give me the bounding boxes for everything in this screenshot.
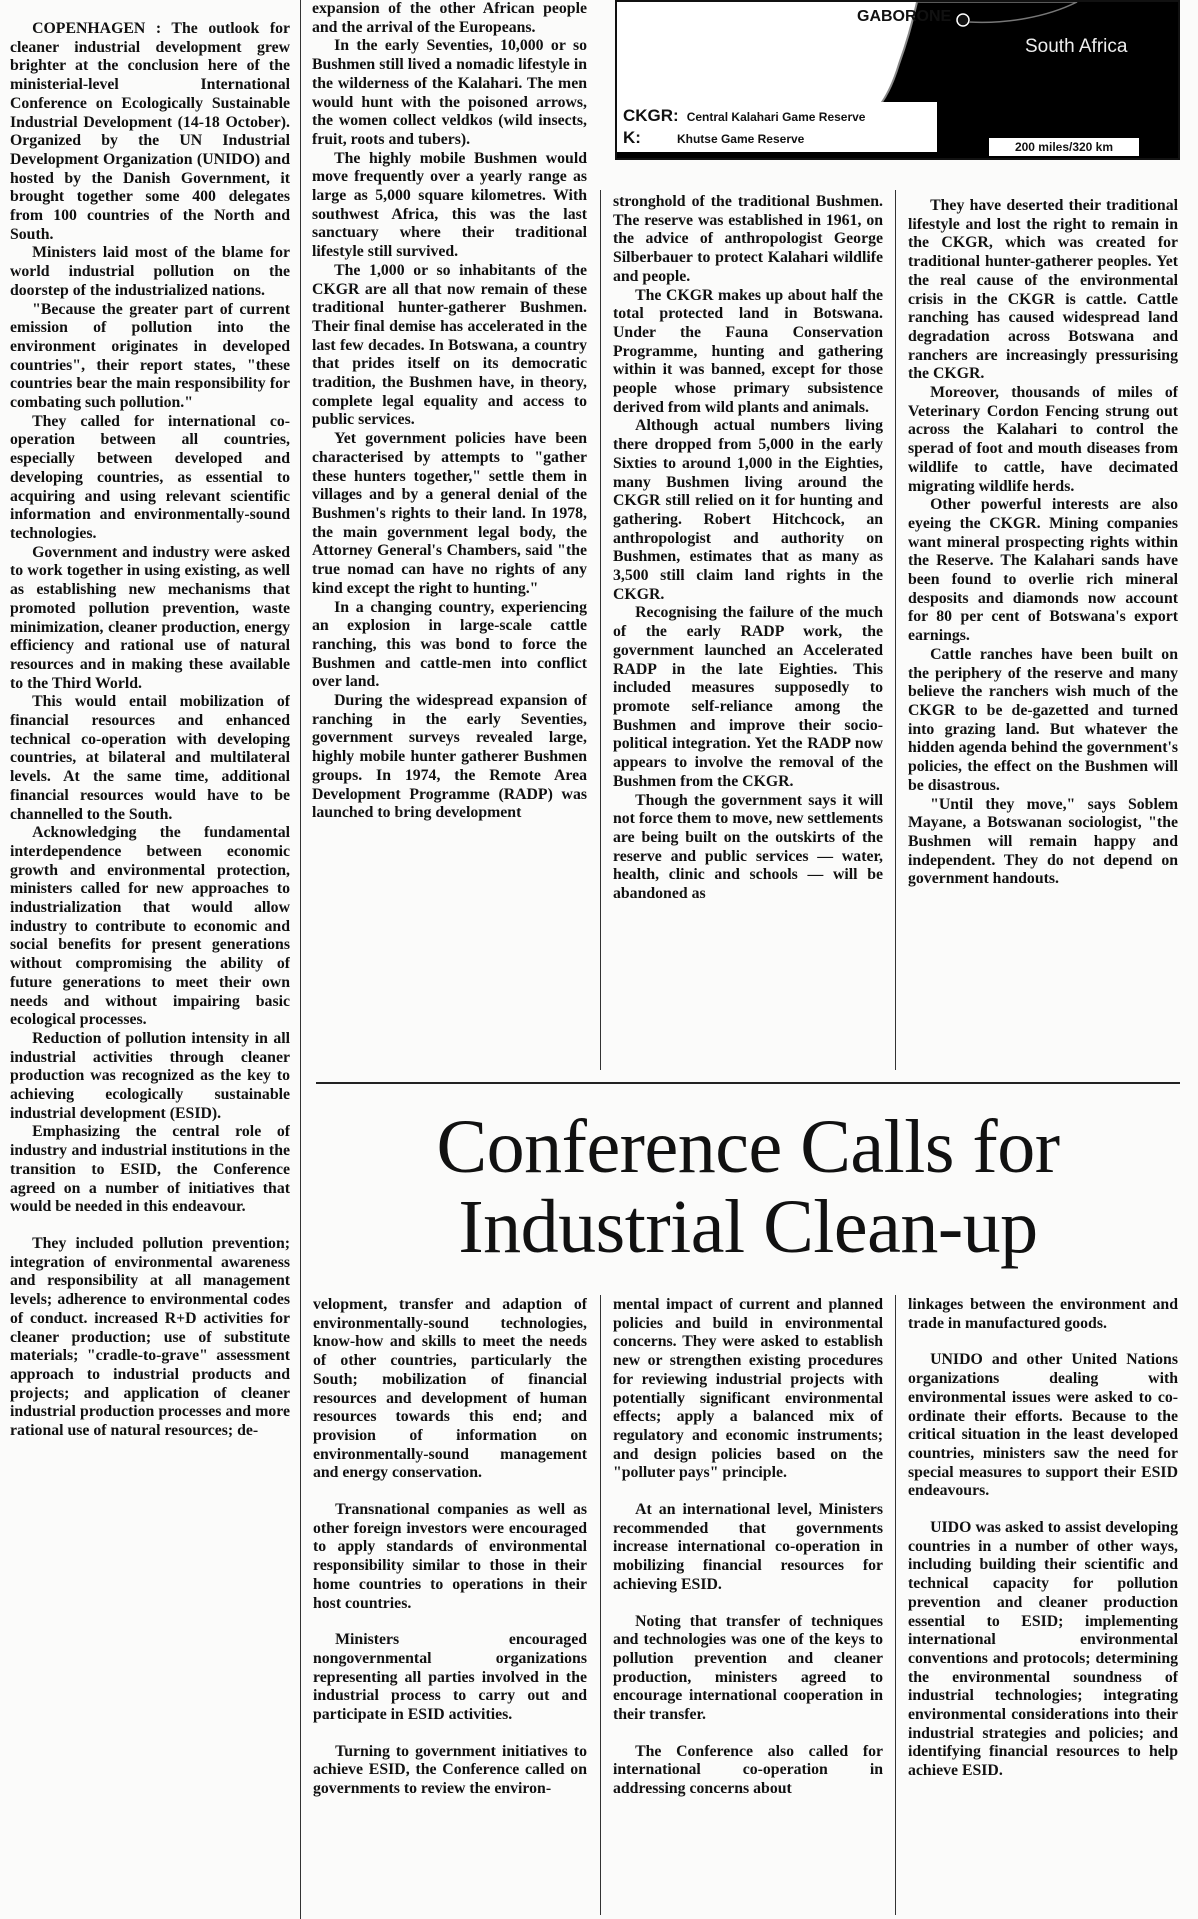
article-paragraph: Recognising the failure of the much of the early RADP work, the government launched an Accelerated RADP in the late Eighties. This included measures supposedly to promote self-reliance among the Bushmen and improve their socio-political integration. Yet the RADP now appears to involve the removal of the Bushmen from the CKGR.	[613, 604, 883, 790]
article-paragraph: Reduction of pollution intensity in all industrial activities through cleaner production was recognized as the key to achieving ecologically sustainable industrial development (ESID).	[10, 1029, 290, 1122]
article-paragraph: This would entail mobilization of financial resources and enhanced technical co-operation with developing countries, at bilateral and multilateral levels. At the same time, additional financial resources would have to be channelled to the South.	[10, 693, 290, 823]
bushmen-column-2	[613, 193, 883, 1070]
article-paragraph: velopment, transfer and adaption of environmentally-sound technologies, know-how and skills to meet the needs of other countries, particularly the South; mobilization of financial resources and development of human resources towards this end; and provision of information on environmentally-sound management and energy conservation.	[313, 1296, 587, 1482]
map-country-label: South Africa	[1025, 36, 1128, 57]
article-paragraph: Cattle ranches have been built on the periphery of the reserve and many believe the ranchers wish much of the CKGR to be de-gazetted and turned into grazing land. But whatever the hidden agenda behind the government's policies, the effect on the Bushmen will be disastrous.	[908, 645, 1178, 794]
legend-row	[623, 128, 804, 148]
article-paragraph: The 1,000 or so inhabitants of the CKGR are all that now remain of these traditional hunter-gatherer Bushmen. Their final demise has accelerated in the last few decades. In Botswana, a country that prides itself on its democratic tradition, the Bushmen have, in theory, complete legal equality and access to public services.	[312, 261, 587, 429]
column-rule	[600, 1295, 601, 1915]
column-rule	[300, 0, 301, 1919]
article-paragraph: UNIDO and other United Nations organizations dealing with environmental issues were asked to co-ordinate their efforts. Because to the critical situation in the least developed countries, ministers saw the need for special measures to support their ESID endeavours.	[908, 1351, 1178, 1500]
headline-line: Industrial Clean-up	[458, 1185, 1038, 1269]
article-paragraph: Though the government says it will not force them to move, new settlements are being built on the outskirts of the reserve and public services — water, health, clinic and schools — will be abandoned as	[613, 791, 883, 903]
article-paragraph: Other powerful interests are also eyeing the CKGR. Mining companies want mineral prospecting rights within the Reserve. The Kalahari sands have been found to overlie rich mineral desposits and diamonds now account for 80 per cent of Botswana's export earnings.	[908, 496, 1178, 645]
dateline-paragraph: COPENHAGEN : The outlook for cleaner industrial development grew brighter at the conclusion here of the ministerial-level International Conference on Ecologically Sustainable Industrial Development (14-18 October). Organized by the UN Industrial Development Organization (UNIDO) and hosted by the Danish Government, it brought together some 400 delegates from 100 countries of the North and South.	[10, 20, 290, 243]
map-city-label: GABORONE	[857, 8, 952, 25]
legend-row	[623, 106, 865, 126]
bushmen-column-3	[908, 197, 1178, 1070]
article-paragraph: The CKGR makes up about half the total protected land in Botswana. Under the Fauna Conservation Programme, hunting and gathering within it was banned, except for those people whose primary subsistence derived from wild plants and animals.	[613, 286, 883, 416]
legend-value: Khutse Game Reserve	[676, 132, 805, 146]
article-paragraph: "Because the greater part of current emission of pollution into the environment originates in developed countries", their report states, "these countries bear the main responsibility for combating such pollution."	[10, 300, 290, 412]
map-scale: 200 miles/320 km	[989, 138, 1139, 156]
article-paragraph: During the widespread expansion of ranching in the early Seventies, government surveys revealed large, highly mobile hunter gatherer Bushmen groups. In 1974, the Remote Area Development Programme (RADP) was launched to bring development	[312, 692, 587, 822]
article-paragraph: Moreover, thousands of miles of Veterinary Cordon Fencing strung out across the Kalahari to control the sperad of foot and mouth diseases from wildlife to cattle, have decimated migrating wildlife herds.	[908, 384, 1178, 495]
section-rule	[316, 1082, 1180, 1084]
article-paragraph: At an international level, Ministers recommended that governments increase international co-operation in mobilizing financial resources for achieving ESID.	[613, 1501, 883, 1593]
article-headline	[318, 1107, 1178, 1267]
bushmen-column-1	[312, 0, 587, 1070]
article-paragraph: In the early Seventies, 10,000 or so Bushmen still lived a nomadic lifestyle in the wilderness of the Kalahari. The men would hunt with the poisoned arrows, the women collect veldkos (wild insects, fruit, roots and tubers).	[312, 37, 587, 148]
article-paragraph: They included pollution prevention; integration of environmental awareness and responsibility at all management levels; adherence to environmental codes of conduct. increased R+D activities for cleaner production; use of substitute materials; "cradle-to-grave" assessment approach to industrial products and projects; and application of cleaner industrial production processes and more rational use of natural resources; de-	[10, 1235, 290, 1440]
article-paragraph: mental impact of current and planned policies and build in environmental concerns. They were asked to establish new or strengthen existing procedures for reviewing industrial projects with potentially significant environmental effects; apply a balanced mix of regulatory and economic instruments; and design policies based on the "polluter pays" principle.	[613, 1296, 883, 1482]
article-paragraph: Government and industry were asked to work together in using existing, as well as establishing new mechanisms that promoted pollution prevention, waste minimization, cleaner production, energy efficiency and rational use of natural resources and in making these available to the Third World.	[10, 543, 290, 692]
map-legend	[617, 102, 937, 152]
article-paragraph: Noting that transfer of techniques and technologies was one of the keys to pollution prevention and cleaner production, ministers agreed to encourage international cooperation in their transfer.	[613, 1612, 883, 1724]
article-paragraph: expansion of the other African people and the arrival of the Europeans.	[312, 0, 587, 36]
column-rule	[600, 190, 601, 1070]
article-paragraph: Yet government policies have been characterised by attempts to "gather these hunters together," settle them in villages and by a general denial of the Bushmen's rights to their land. In 1978, the main government legal body, the Attorney General's Chambers, said "the true nomad can have no rights of any kind except the right to hunting."	[312, 430, 587, 597]
conference-column-2	[313, 1296, 587, 1916]
article-paragraph: They have deserted their traditional lifestyle and lost the right to remain in the CKGR, which was created for traditional hunter-gatherer peoples. Yet the real cause of the environmental crisis in the CKGR is cattle. Cattle ranching has caused widespread land degradation across Botswana and ranchers are increasingly pressurising the CKGR.	[908, 197, 1178, 383]
article-paragraph: linkages between the environment and trade in manufactured goods.	[908, 1296, 1178, 1332]
article-paragraph: The Conference also called for international co-operation in addressing concerns about	[613, 1742, 883, 1798]
article-paragraph: Acknowledging the fundamental interdependence between economic growth and environmental protection, ministers called for new approaches to industrialization that would allow industry to contribute to economic and social benefits for present generations without compromising the ability of future generations to meet their own needs and without impairing basic ecological processes.	[10, 824, 290, 1029]
article-paragraph: The highly mobile Bushmen would move frequently over a yearly range as large as 5,000 square kilometres. With southwest Africa, this was the last sanctuary where their traditional lifestyle still survived.	[312, 149, 587, 261]
article-paragraph: In a changing country, experiencing an explosion in large-scale cattle ranching, this was bond to force the Bushmen and cattle-men into conflict over land.	[312, 598, 587, 691]
article-paragraph: stronghold of the traditional Bushmen. The reserve was established in 1961, on the advice of anthropologist George Silberbauer to protect Kalahari wildlife and people.	[613, 193, 883, 285]
botswana-map	[615, 0, 1180, 160]
article-paragraph: Turning to government initiatives to achieve ESID, the Conference called on governments to review the environ-	[313, 1742, 587, 1798]
article-paragraph: "Until they move," says Soblem Mayane, a Botswanan sociologist, "the Bushmen will remain happy and independent. They do not depend on government handouts.	[908, 795, 1178, 888]
article-paragraph: Ministers encouraged nongovernmental organizations representing all parties involved in the industrial process to carry out and participate in ESID activities.	[313, 1631, 587, 1724]
column-rule	[895, 190, 896, 1070]
article-paragraph: They called for international co-operation between all countries, especially between developed and developing countries, as essential to acquiring and using relevant scientific information and environmentally-sound technologies.	[10, 412, 290, 542]
column-rule	[895, 1295, 896, 1915]
headline-line: Conference Calls for	[436, 1105, 1060, 1189]
article-paragraph: Emphasizing the central role of industry and industrial institutions in the transition to ESID, the Conference agreed on a number of initiatives that would be needed in this endeavour.	[10, 1123, 290, 1216]
legend-value: Central Kalahari Game Reserve	[686, 110, 866, 124]
article-paragraph: UIDO was asked to assist developing countries in a number of other ways, including building their scientific and technical capacity for pollution prevention and cleaner production essential to ESID; implementing international environmental conventions and protocols; determining the environmental soundness of industrial technologies; integrating environmental considerations into their industrial strategies and policies; and identifying financial resources to help achieve ESID.	[908, 1519, 1178, 1780]
legend-key: K:	[623, 128, 641, 147]
article-paragraph: Ministers laid most of the blame for world industrial pollution on the doorstep of the industrialized nations.	[10, 244, 290, 299]
article-paragraph: Transnational companies as well as other foreign investors were encouraged to apply standards of environmental responsibility similar to those in their home countries to operations in their host countries.	[313, 1501, 587, 1612]
legend-key: CKGR:	[623, 106, 679, 125]
article-paragraph: Although actual numbers living there dropped from 5,000 in the early Sixties to around 1,000 in the Eighties, many Bushmen living around the CKGR still relied on it for hunting and gathering. Robert Hitchcock, an anthropologist and authority on Bushmen, estimates that as many as 3,500 still claim land rights in the CKGR.	[613, 417, 883, 603]
conference-column-4	[908, 1296, 1178, 1916]
conference-column-3	[613, 1296, 883, 1916]
conference-column-1	[10, 20, 290, 1910]
